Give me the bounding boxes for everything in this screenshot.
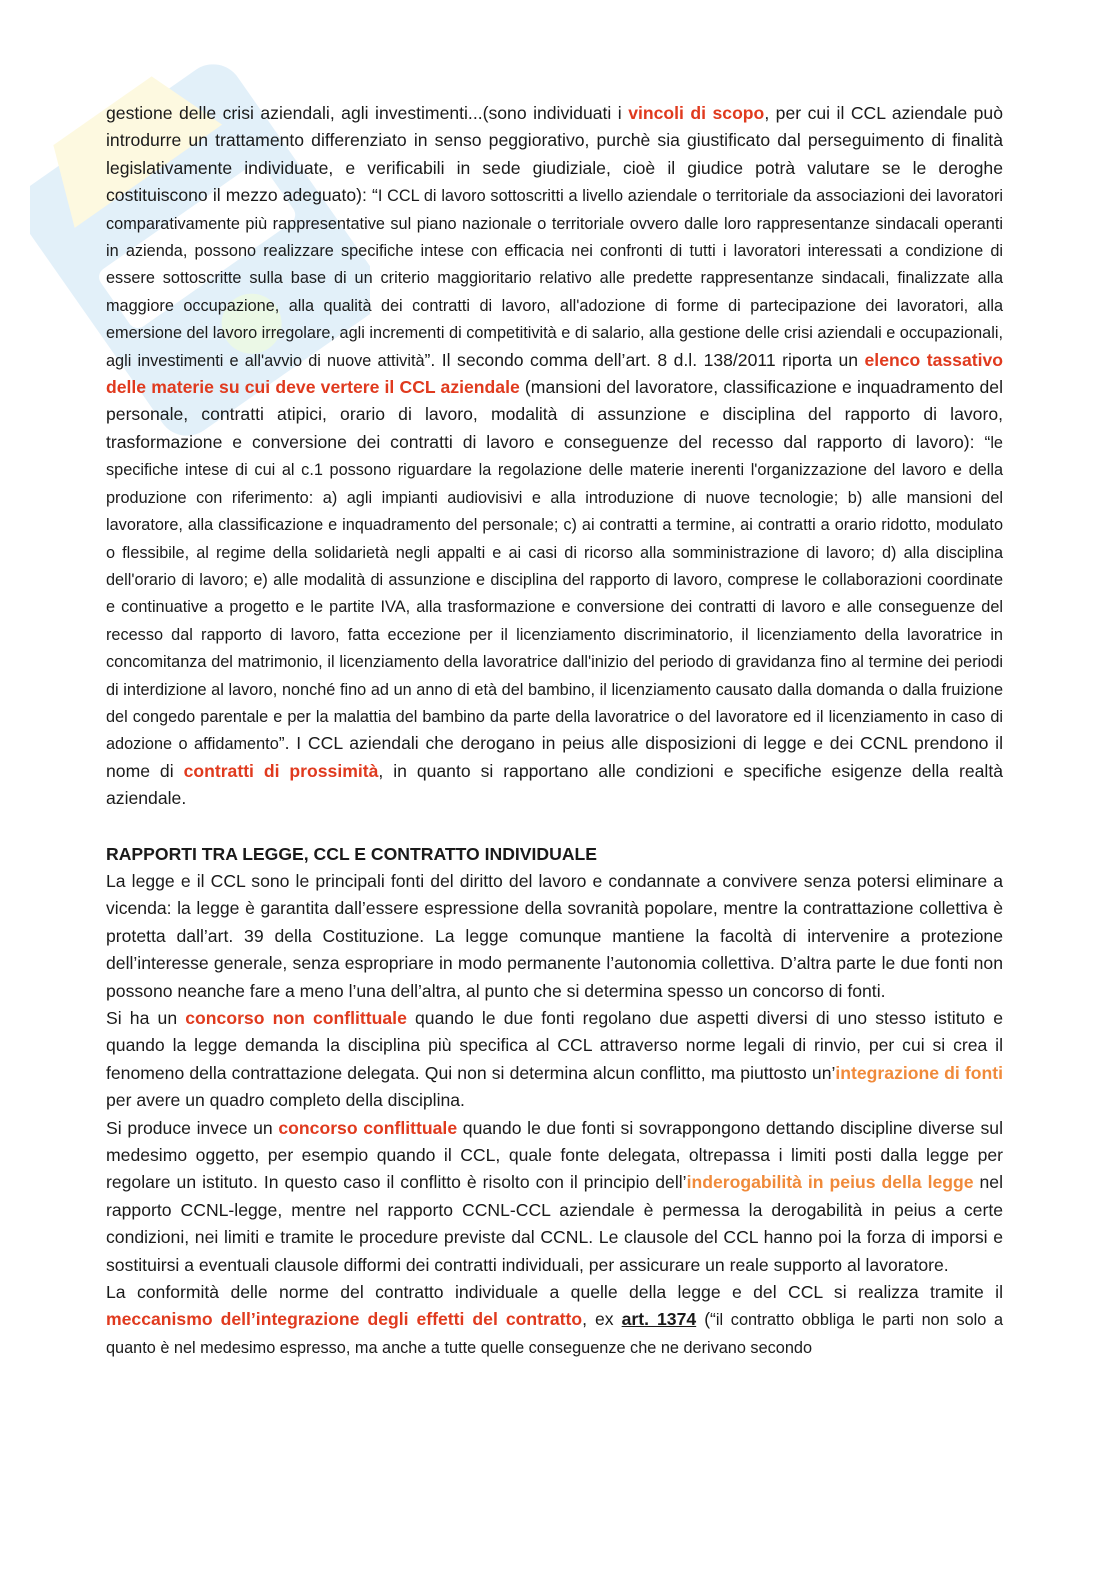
highlight-contratti-di-prossimita: contratti di prossimità (183, 760, 379, 781)
highlight-inderogabilita-in-peius: inderogabilità in peius della legge (686, 1172, 974, 1193)
text-segment: (“ (696, 1309, 716, 1330)
text-segment: , per cui il CCL aziendale può introdurre un trattamento differenziato in senso peggiorativo, purchè sia giustificato dal perseguimento di finalità legislativamente individuate, e verificabili in sede giudiziale, cioè il giudice potrà valutare se le deroghe costituiscono il mezzo adeguato): “ (106, 103, 1003, 206)
quote-art8-comma1: I CCL di lavoro sottoscritti a livello aziendale o territoriale da associazioni dei lavoratori comparativamente più rappresentative sul piano nazionale o territoriale ovvero dalle loro rappresentanze sindacali operanti in azienda, possono realizzare specifiche intese con efficacia nei confronti di tutti i lavoratori interessati a condizione di essere sottoscritte sulla base di un criterio maggioritario relativo alle predette rappresentanze sindacali, finalizzate alla maggiore occupazione, alla qualità dei contratti di lavoro, all'adozione di forme di partecipazione dei lavoratori, alla emersione del lavoro irregolare, agli incrementi di competitività e di salario, alla gestione delle crisi aziendali e occupazionali, agli investimenti e all'avvio di nuove attività (106, 187, 1003, 370)
highlight-vincoli-di-scopo: vincoli di scopo (628, 103, 765, 123)
quote-art8-comma2: le specifiche intese di cui al c.1 possono riguardare la regolazione delle materie inerenti l'organizzazione del lavoro e della produzione con riferimento: a) agli impianti audiovisivi e alla introduzione di nuove tecnologie; b) alle mansioni del lavoratore, alla classificazione e inquadramento del personale; c) ai contratti a termine, ai contratti a orario ridotto, modulato o flessibile, al regime della solidarietà negli appalti e ai casi di ricorso alla somministrazione di lavoro; d) alla disciplina dell'orario di lavoro; e) alle modalità di assunzione e disciplina del rapporto di lavoro, comprese le collaborazioni coordinate e continuative a progetto e le partite IVA, alla trasformazione e conversione dei contratti di lavoro e alle conseguenze del recesso dal rapporto di lavoro, fatta eccezione per il licenziamento discriminatorio, il licenziamento della lavoratrice in concomitanza del matrimonio, il licenziamento della lavoratrice dall'inizio del periodo di gravidanza fino al termine dei periodi di interdizione al lavoro, nonché fino ad un anno di età del bambino, il licenziamento causato dalla domanda o dalla fruizione del congedo parentale e per la malattia del bambino da parte della lavoratrice o del lavoratore ed il licenziamento in caso di adozione o affidamento (106, 433, 1003, 754)
text-segment: gestione delle crisi aziendali, agli investimenti...(sono individuati i (106, 103, 629, 123)
highlight-elenco-tassativo: elenco tassativo delle materie su cui deve vertere il CCL aziendale (106, 349, 1004, 398)
text-segment: per avere un quadro completo della disciplina. (106, 1090, 465, 1111)
highlight-integrazione-di-fonti: integrazione di fonti (835, 1062, 1003, 1083)
text-segment: (mansioni del lavoratore, classificazione e inquadramento del personale, contratti atipici, orario di lavoro, modalità di assunzione e disciplina del rapporto di lavoro, trasformazione e conversione dei contratti di lavoro e conseguenze del recesso dal rapporto di lavoro): “ (106, 377, 1003, 452)
link-art-1374[interactable]: art. 1374 (621, 1309, 697, 1330)
text-segment: nel rapporto CCNL-legge, mentre nel rapporto CCNL-CCL aziendale è permessa la derogabilità in peius a certe condizioni, nei limiti e tramite le procedure previste dal CCNL. Le clausole del CCL hanno poi la forza di imporsi e sostituirsi a eventuali clausole difformi dei contratti individuali, per assicurare un reale supporto al lavoratore. (106, 1172, 1004, 1275)
highlight-meccanismo-integrazione: meccanismo dell’integrazione degli effetti del contratto (106, 1309, 583, 1330)
paragraph-integrazione-effetti (106, 1279, 1003, 1361)
text-segment: La conformità delle norme del contratto individuale a quelle della legge e del CCL si realizza tramite il (106, 1282, 1003, 1303)
text-segment: ”. I CCL aziendali che derogano in peius alle disposizioni di legge e dei CCNL prendono il nome di (106, 733, 1003, 781)
text-segment: , ex (582, 1309, 622, 1330)
text-segment: Si produce invece un (106, 1117, 279, 1138)
document-page (106, 100, 1003, 1361)
quote-art-1374: il contratto obbliga le parti non solo a quanto è nel medesimo espresso, ma anche a tutte quelle conseguenze che ne derivano secondo (106, 1311, 1004, 1357)
highlight-concorso-conflittuale: concorso conflittuale (278, 1117, 458, 1138)
highlight-concorso-non-conflittuale: concorso non conflittuale (185, 1008, 407, 1028)
paragraph-art8-intro (106, 100, 1003, 813)
text-segment: ”. Il secondo comma dell’art. 8 d.l. 138/2011 riporta un (424, 349, 865, 370)
paragraph-concorso-non-conflittuale (106, 1005, 1003, 1115)
paragraph-legge-ccl: La legge e il CCL sono le principali fonti del diritto del lavoro e condannate a convivere senza potersi eliminare a vicenda: la legge è garantita dall’essere espressione della sovranità popolare, mentre la contrattazione collettiva è protetta dall’art. 39 della Costituzione. La legge comunque mantiene la facoltà di intervenire a protezione dell’interesse generale, senza espropriare in modo permanente l’autonomia collettiva. D’altra parte le due fonti non possono neanche fare a meno l’una dell’altra, al punto che si determina spesso un concorso di fonti. (106, 870, 1003, 1001)
text-segment: quando le due fonti regolano due aspetti diversi di uno stesso istituto e quando la legge demanda la disciplina più specifica al CCL attraverso norme legali di rinvio, per cui si crea il fenomeno della contrattazione delegata. Qui non si determina alcun conflitto, ma piuttosto un’ (106, 1008, 1003, 1083)
section-heading: RAPPORTI TRA LEGGE, CCL E CONTRATTO INDIVIDUALE (106, 843, 598, 864)
paragraph-concorso-conflittuale (106, 1115, 1003, 1279)
text-segment: quando le due fonti si sovrappongono dettando discipline diverse sul medesimo oggetto, per esempio quando il CCL, quale fonte delegata, oltrepassa i limiti posti dalla legge per regolare un istituto. In questo caso il conflitto è risolto con il principio dell’ (106, 1117, 1004, 1193)
text-segment: Si ha un (106, 1008, 186, 1028)
text-segment: , in quanto si rapportano alle condizioni e specifiche esigenze della realtà aziendale. (106, 760, 1004, 809)
